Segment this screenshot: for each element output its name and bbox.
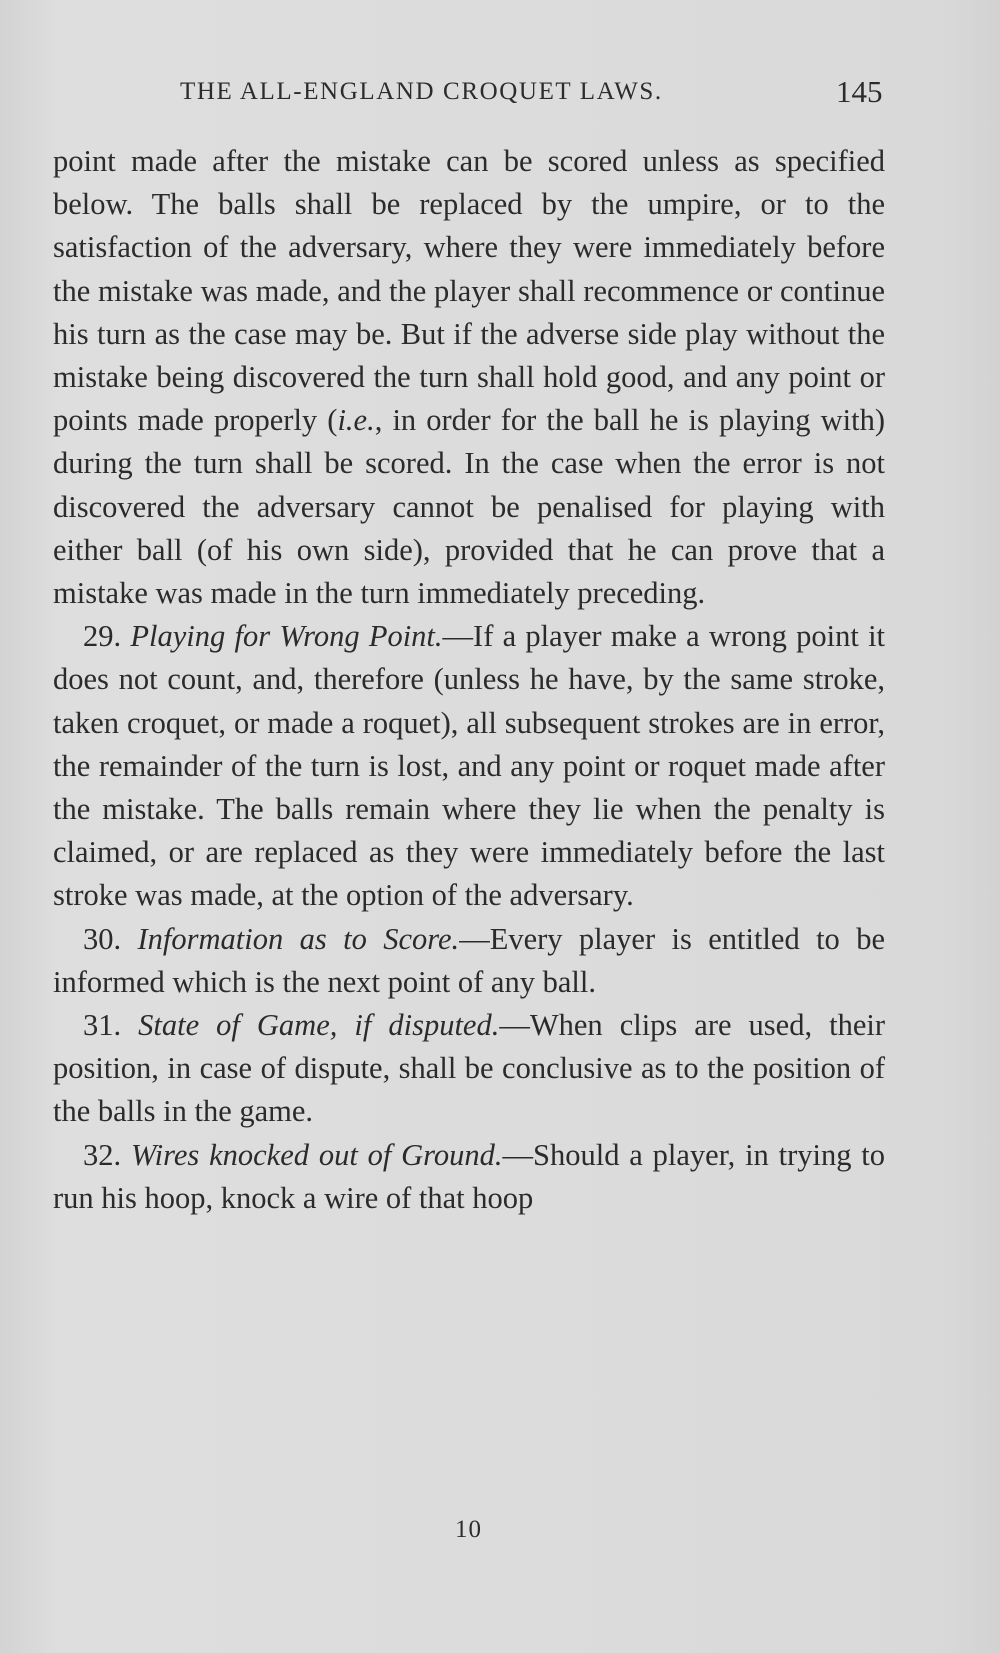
italic-abbreviation: i.e.: [337, 403, 375, 438]
law-heading: Wires knocked out of Ground.: [130, 1137, 503, 1172]
law-number: 29.: [83, 619, 122, 654]
law-text: —Every player is entitled to be informed which is the next point of any ball.: [53, 921, 885, 999]
law-32-paragraph: [53, 1134, 885, 1220]
paragraph-text: point made after the mistake can be scored unless as specified below. The balls shall be replaced by the umpire, or to the satisfaction of the adversary, where they were immediately before the mistake was made, and the player shall recommence or continue his turn as the case may be. But if the adverse side play without the mistake being discovered the turn shall hold good, and any point or points made properly (: [53, 144, 885, 438]
law-number: 32.: [83, 1137, 122, 1172]
law-30-paragraph: [53, 918, 885, 1004]
law-number: 31.: [83, 1008, 122, 1043]
page-number: 145: [836, 74, 883, 109]
law-31-paragraph: [53, 1004, 885, 1134]
law-heading: Playing for Wrong Point.: [130, 619, 443, 654]
law-text: —When clips are used, their position, in case of dispute, shall be conclusive as to the position of the balls in the game.: [53, 1008, 886, 1129]
law-number: 30.: [83, 921, 122, 956]
law-text: —If a player make a wrong point it does not count, and, therefore (unless he have, by the same stroke, taken croquet, or made a roquet), all subsequent strokes are in error, the remainder of the turn is lost, and any point or roquet made after the mistake. The balls remain where they lie when the penalty is claimed, or are replaced as they were immediately before the last stroke was made, at the option of the adversary.: [53, 619, 886, 913]
paragraph-continuation: [53, 140, 885, 615]
body-text: [53, 140, 885, 1220]
law-heading: Information as to Score.: [137, 921, 460, 956]
paragraph-text-after: , in order for the ball he is playing with) during the turn shall be scored. In the case when the error is not discovered the adversary cannot be penalised for playing with either ball (of his own side), provided that he can prove that a mistake was made in the turn immediately preceding.: [53, 403, 885, 611]
law-heading: State of Game, if disputed.: [138, 1008, 500, 1043]
running-title: THE ALL-ENGLAND CROQUET LAWS.: [180, 78, 663, 105]
law-text: —Should a player, in trying to run his hoop, knock a wire of that hoop: [53, 1137, 886, 1215]
signature-mark: 10: [455, 1516, 482, 1543]
law-29-paragraph: [53, 615, 885, 917]
